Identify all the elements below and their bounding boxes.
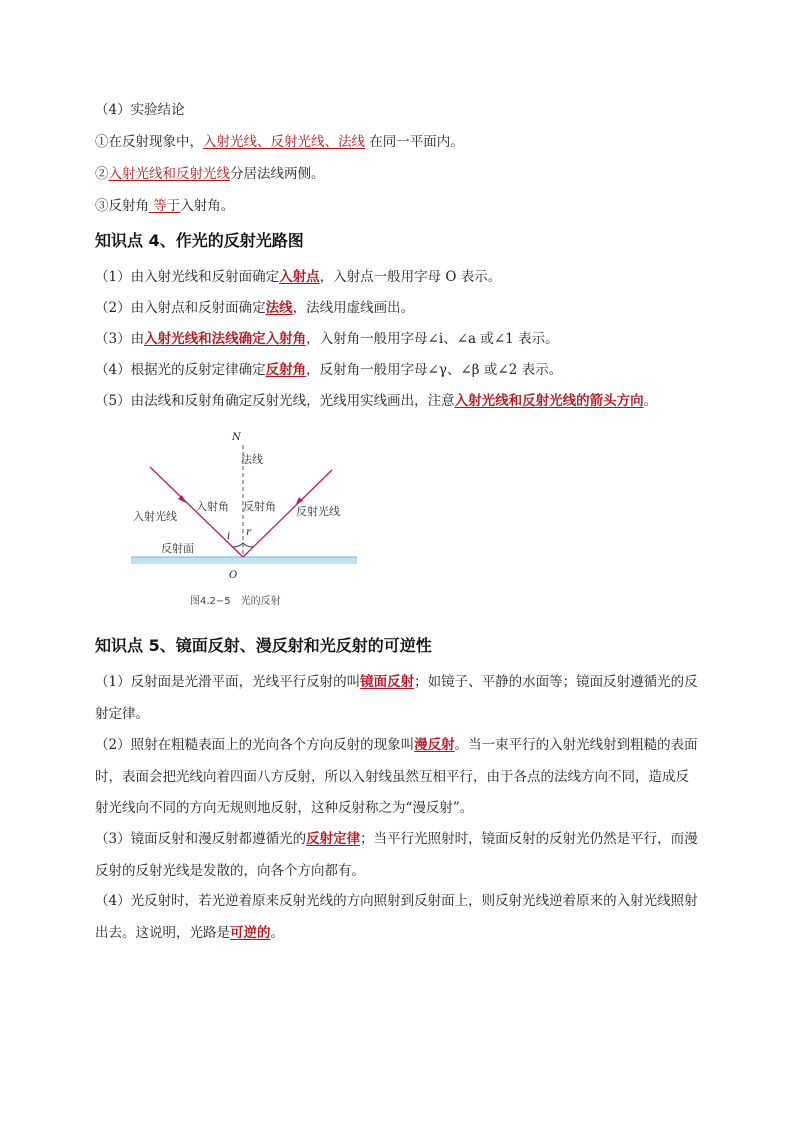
kp5-p1-answer: 镜面反射 bbox=[360, 674, 415, 690]
label-normal: 法线 bbox=[241, 453, 263, 466]
conclusion-item-3 bbox=[95, 197, 234, 215]
kp5-p3-prefix: （3）镜面反射和漫反射都遵循光的 bbox=[95, 831, 307, 847]
kp4-s2-prefix: （2）由入射点和反射面确定 bbox=[95, 300, 266, 316]
reflect-angle-arc bbox=[243, 543, 253, 547]
kp5-p3-suffix: ；当平行光照射时，镜面反射的反射光仍然是平行，而漫反射的反射光线是发散的，向各个方向都有。 bbox=[95, 831, 698, 879]
label-r: r bbox=[246, 527, 251, 538]
label-incident-angle: 入射角 bbox=[196, 500, 229, 513]
kp4-step-5 bbox=[95, 392, 657, 410]
incident-angle-arc bbox=[233, 543, 243, 547]
kp4-s5-answer: 入射光线和反射光线的箭头方向 bbox=[454, 393, 644, 409]
kp4-s4-answer: 反射角 bbox=[265, 362, 307, 378]
kp5-p2-suffix: 。当一束平行的入射光线射到粗糙的表面时，表面会把光线向着四面八方反射，所以入射线虽然互相平行，由于各点的法线方向不同，造成反射光线向不同的方向无规则地反射，这种反射称之为“漫反射”。 bbox=[95, 737, 698, 816]
item2-prefix: ② bbox=[95, 166, 109, 182]
item1-answer: 入射光线、反射光线、法线 bbox=[203, 134, 365, 150]
kp4-title: 知识点 4、作光的反射光路图 bbox=[95, 231, 304, 250]
kp4-s2-suffix: ，法线用虚线画出。 bbox=[292, 300, 415, 316]
item2-answer: 入射光线和反射光线 bbox=[108, 166, 230, 182]
kp5-paragraph-2 bbox=[95, 730, 701, 825]
kp4-s1-answer: 入射点 bbox=[279, 269, 320, 285]
kp5-p4-prefix: （4）光反射时，若光逆着原来反射光线的方向照射到反射面上，则反射光线逆着原来的入射光线照射出去。这说明，光路是 bbox=[95, 893, 698, 941]
reflection-diagram bbox=[128, 425, 368, 615]
kp5-paragraph-3 bbox=[95, 824, 701, 887]
kp4-s3-suffix: ，入射角一般用字母∠i、∠a 或∠1 表示。 bbox=[306, 331, 559, 347]
kp4-step-3 bbox=[95, 330, 559, 348]
label-O: O bbox=[229, 570, 238, 581]
conclusion-item-2 bbox=[95, 165, 325, 183]
kp5-paragraph-4 bbox=[95, 886, 701, 949]
reflected-arrow-icon bbox=[296, 497, 303, 504]
kp4-s3-answer: 入射光线和法线确定入射角 bbox=[144, 331, 307, 347]
label-i: i bbox=[227, 531, 231, 542]
label-surface: 反射面 bbox=[161, 542, 194, 555]
item1-prefix: ①在反射现象中， bbox=[95, 134, 203, 150]
kp4-s1-prefix: （1）由入射光线和反射面确定 bbox=[95, 269, 280, 285]
label-N: N bbox=[232, 432, 241, 443]
kp5-title: 知识点 5、镜面反射、漫反射和光反射的可逆性 bbox=[95, 636, 432, 655]
item2-suffix: 分居法线两侧。 bbox=[230, 166, 325, 182]
kp5-p4-answer: 可逆的 bbox=[230, 924, 271, 941]
reflecting-surface bbox=[131, 557, 357, 564]
kp4-s2-answer: 法线 bbox=[265, 300, 293, 316]
kp5-p4-suffix: 。 bbox=[270, 924, 284, 941]
label-reflect-angle: 反射角 bbox=[243, 500, 276, 513]
kp5-p2-answer: 漫反射 bbox=[414, 737, 455, 753]
kp4-step-4 bbox=[95, 361, 562, 379]
kp5-p2-prefix: （2）照射在粗糙表面上的光向各个方向反射的现象叫 bbox=[95, 737, 415, 753]
item3-answer: 等于 bbox=[149, 198, 181, 214]
kp5-p3-answer: 反射定律 bbox=[306, 831, 361, 847]
item1-suffix: 在同一平面内。 bbox=[365, 134, 464, 150]
item3-prefix: ③反射角 bbox=[95, 198, 149, 214]
incident-arrow-icon bbox=[178, 495, 186, 503]
item3-suffix: 入射角。 bbox=[180, 198, 235, 214]
reflection-diagram-svg bbox=[128, 425, 368, 615]
kp4-s4-prefix: （4）根据光的反射定律确定 bbox=[95, 362, 266, 378]
kp4-s5-prefix: （5）由法线和反射角确定反射光线，光线用实线画出，注意 bbox=[95, 393, 455, 409]
kp4-step-2 bbox=[95, 299, 414, 317]
label-incident-ray: 入射光线 bbox=[133, 510, 177, 523]
kp4-s4-suffix: ，反射角一般用字母∠γ、∠β 或∠2 表示。 bbox=[306, 362, 563, 378]
kp5-paragraph-1 bbox=[95, 667, 701, 730]
label-reflected-ray: 反射光线 bbox=[296, 505, 340, 518]
conclusion-item-1 bbox=[95, 133, 464, 151]
kp5-p1-suffix: ；如镜子、平静的水面等；镜面反射遵循光的反射定律。 bbox=[95, 674, 698, 722]
kp5-p1-prefix: （1）反射面是光滑平面，光线平行反射的叫 bbox=[95, 674, 361, 690]
kp4-s3-prefix: （3）由 bbox=[95, 331, 145, 347]
kp4-step-1 bbox=[95, 268, 501, 286]
kp4-s1-suffix: ，入射点一般用字母 O 表示。 bbox=[319, 269, 502, 285]
section4-heading: （4）实验结论 bbox=[95, 102, 185, 118]
figure-caption: 图4.2−5 光的反射 bbox=[190, 596, 281, 607]
kp4-s5-suffix: 。 bbox=[643, 393, 658, 409]
